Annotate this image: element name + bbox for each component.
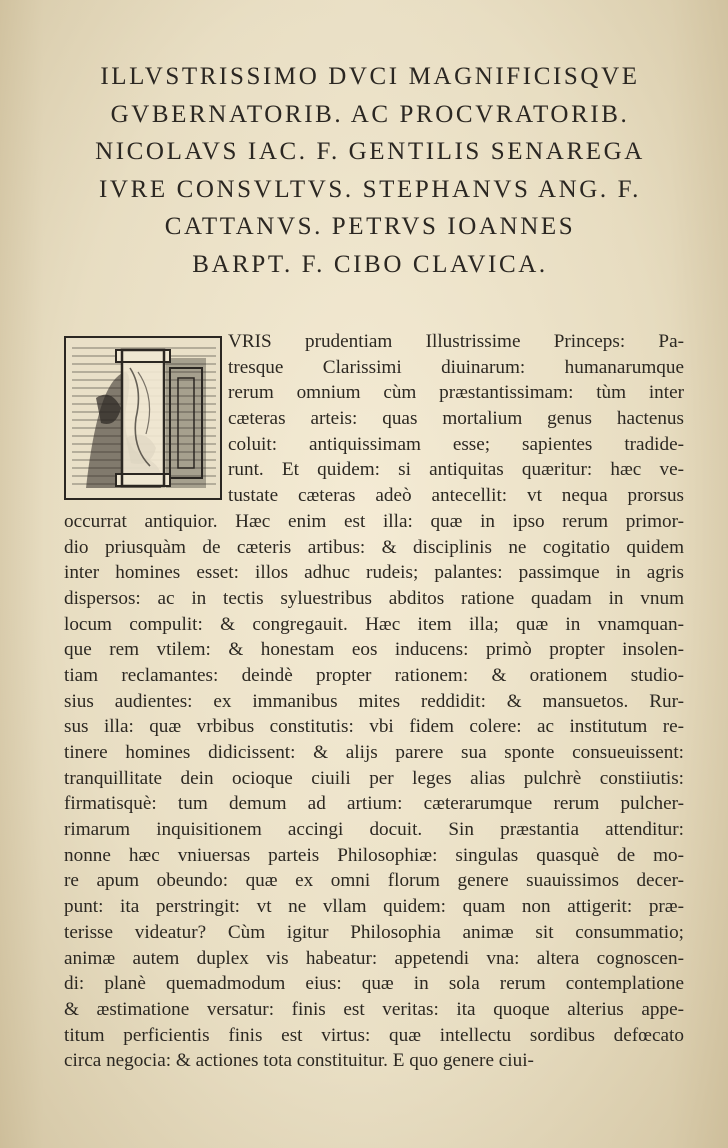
text-line: cæteras arteis: quas mortalium genus hactenus (228, 408, 684, 430)
title-line: CATTANVS. PETRVS IOANNES (164, 213, 576, 240)
text-line: terisse videatur? Cùm igitur Philosophia animæ sit consummatio; (64, 921, 684, 943)
text-line: sius audientes: ex immanibus mites reddidit: & mansuetos. Rur- (64, 690, 684, 712)
text-line: occurrat antiquior. Hæc enim est illa: quæ in ipso rerum primor- (64, 510, 684, 532)
text-line: rimarum inquisitionem accingi docuit. Sin præstantia attenditur: (64, 819, 684, 841)
text-line: que rem vtilem: & honestam eos inducens: primò propter insolen- (64, 639, 684, 661)
text-line: di: planè quemadmodum eius: quæ in sola rerum contemplatione (64, 973, 684, 995)
text-line: rerum omnium cùm præstantissimam: tùm inter (228, 382, 684, 404)
text-line: nonne hæc vniuersas parteis Philosophiæ: singulas quasquè de mo- (64, 844, 684, 866)
text-line: coluit: antiquissimam esse; sapientes tradide- (228, 433, 684, 455)
text-line: tinere homines didicissent: & alijs parere sua sponte consueuissent: (64, 742, 684, 763)
text-line: punt: ita perstringit: vt ne vllam quidem: quam non attigerit: præ- (64, 896, 684, 918)
text-line: locum compulit: & congregauit. Hæc item illa; quæ in vnamquan- (64, 613, 684, 635)
text-line: firmatisquè: tum demum ad artium: cæterarumque rerum pulcher- (64, 793, 684, 815)
text-line: & æstimatione versatur: finis est veritas: ita quoque alterius appe- (64, 998, 684, 1020)
dedication-title (40, 58, 700, 283)
title-line: IVRE CONSVLTVS. STEPHANVS ANG. F. (99, 175, 641, 203)
text-line: re apum obeundo: quæ ex omni florum genere suauissimos decer- (64, 870, 684, 892)
body-text (64, 329, 684, 1074)
text-line: dispersos: ac in tectis syluestribus abditos ratione quadam in vnum (64, 587, 684, 609)
text-line: runt. Et quidem: si antiquitas quæritur: hæc ve- (228, 459, 684, 481)
text-line: tranquillitate dein ocioque ciuili per leges alias pulchrè constiiutis: (64, 767, 684, 789)
text-line: circa negocia: & actiones tota constituitur. E quo genere ciui- (64, 1050, 534, 1072)
title-line: NICOLAVS IAC. F. GENTILIS SENAREGA (95, 138, 645, 165)
title-line: GVBERNATORIB. AC PROCVRATORIB. (110, 100, 630, 128)
text-line: dio priusquàm de cæteris artibus: & disciplinis ne cogitatio quidem (64, 536, 684, 558)
text-line: tresque Clarissimi diuinarum: humanarumque (228, 356, 684, 378)
text-line: tustate cæteras adeò antecellit: vt nequa prorsus (228, 485, 684, 507)
title-line: ILLVSTRISSIMO DVCI MAGNIFICISQVE (100, 63, 640, 90)
text-line: VRIS prudentiam Illustrissime Princeps: Pa- (228, 331, 684, 352)
text-line: sus illa: quæ vrbibus constitutis: vbi fidem colere: ac institutum re- (64, 716, 684, 738)
text-line: tiam reclamantes: deindè propter rationem: & orationem studio- (64, 664, 684, 686)
text-line: inter homines esset: illos adhuc rudeis; palantes: passimque in agris (64, 562, 684, 584)
title-line: BARPT. F. CIBO CLAVICA. (192, 250, 548, 278)
text-line: titum perficientis finis est virtus: quæ intellectu sordibus defœcato (64, 1024, 684, 1046)
text-line: animæ autem duplex vis habeatur: appetendi vna: altera cognoscen- (64, 947, 684, 969)
